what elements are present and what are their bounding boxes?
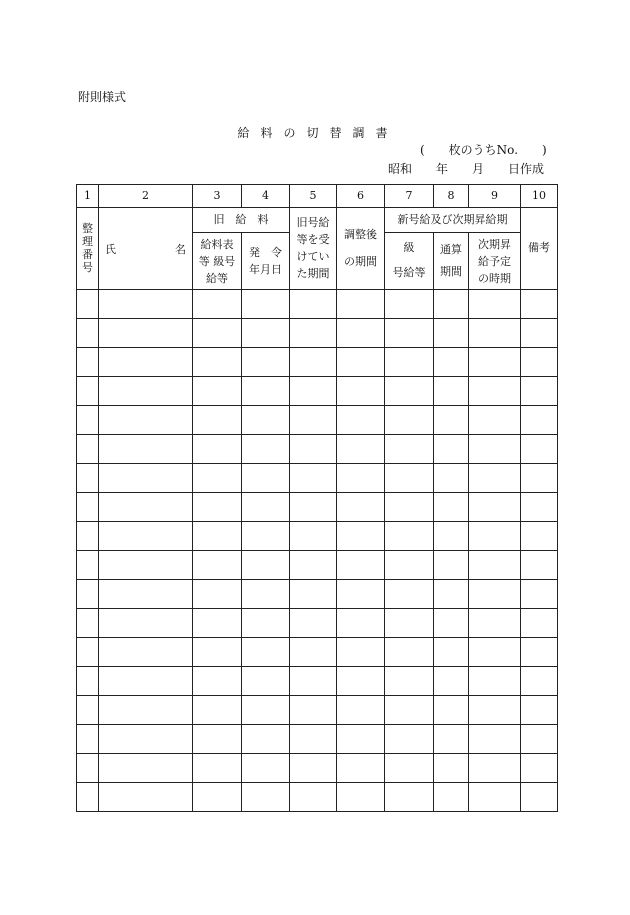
table-cell[interactable] bbox=[242, 754, 290, 783]
table-cell[interactable] bbox=[521, 667, 558, 696]
table-cell[interactable] bbox=[290, 580, 337, 609]
table-cell[interactable] bbox=[290, 638, 337, 667]
table-cell[interactable] bbox=[469, 725, 521, 754]
table-cell[interactable] bbox=[521, 290, 558, 319]
table-cell[interactable] bbox=[337, 580, 385, 609]
table-cell[interactable] bbox=[242, 725, 290, 754]
table-cell[interactable] bbox=[434, 377, 469, 406]
table-cell[interactable] bbox=[242, 580, 290, 609]
table-cell[interactable] bbox=[193, 348, 242, 377]
table-cell[interactable] bbox=[77, 522, 99, 551]
table-cell[interactable] bbox=[337, 725, 385, 754]
table-cell[interactable] bbox=[521, 551, 558, 580]
table-cell[interactable] bbox=[385, 493, 434, 522]
table-cell[interactable] bbox=[434, 435, 469, 464]
table-cell[interactable] bbox=[77, 435, 99, 464]
table-cell[interactable] bbox=[337, 609, 385, 638]
table-cell[interactable] bbox=[99, 725, 193, 754]
col-num-1: 1 bbox=[77, 185, 99, 208]
table-cell[interactable] bbox=[385, 406, 434, 435]
table-cell[interactable] bbox=[337, 435, 385, 464]
table-cell[interactable] bbox=[521, 406, 558, 435]
seq-header bbox=[77, 208, 99, 290]
table-cell[interactable] bbox=[434, 319, 469, 348]
table-cell[interactable] bbox=[521, 348, 558, 377]
table-cell[interactable] bbox=[385, 580, 434, 609]
table-cell[interactable] bbox=[242, 609, 290, 638]
table-cell[interactable] bbox=[77, 406, 99, 435]
table-row bbox=[77, 290, 558, 319]
remarks-header: 備考 bbox=[521, 208, 558, 290]
table-cell[interactable] bbox=[521, 696, 558, 725]
table-cell[interactable] bbox=[385, 377, 434, 406]
salary-conversion-table bbox=[76, 184, 558, 812]
table-cell[interactable] bbox=[77, 696, 99, 725]
table-cell[interactable] bbox=[385, 725, 434, 754]
table-cell[interactable] bbox=[290, 696, 337, 725]
next-raise-header bbox=[469, 233, 521, 290]
col-num-4: 4 bbox=[242, 185, 290, 208]
table-cell[interactable] bbox=[469, 290, 521, 319]
table-cell[interactable] bbox=[337, 464, 385, 493]
table-cell[interactable] bbox=[385, 435, 434, 464]
table-cell[interactable] bbox=[242, 522, 290, 551]
table-cell[interactable] bbox=[193, 406, 242, 435]
table-cell[interactable] bbox=[434, 667, 469, 696]
col-num-8: 8 bbox=[434, 185, 469, 208]
table-cell[interactable] bbox=[521, 522, 558, 551]
table-row bbox=[77, 551, 558, 580]
table-cell[interactable] bbox=[337, 290, 385, 319]
table-cell[interactable] bbox=[77, 580, 99, 609]
table-cell[interactable] bbox=[290, 783, 337, 812]
table-cell[interactable] bbox=[242, 667, 290, 696]
table-cell[interactable] bbox=[521, 435, 558, 464]
table-cell[interactable] bbox=[469, 696, 521, 725]
table-cell[interactable] bbox=[242, 551, 290, 580]
table-cell[interactable] bbox=[434, 696, 469, 725]
adjusted-text: 調整後 bbox=[344, 227, 377, 241]
table-cell[interactable] bbox=[469, 377, 521, 406]
table-cell[interactable] bbox=[385, 696, 434, 725]
grade-text: 級 bbox=[403, 241, 415, 255]
table-row bbox=[77, 754, 558, 783]
grade-header bbox=[385, 233, 434, 290]
table-cell[interactable] bbox=[469, 551, 521, 580]
table-cell[interactable] bbox=[469, 754, 521, 783]
table-cell[interactable] bbox=[77, 377, 99, 406]
table-row bbox=[77, 319, 558, 348]
table-cell[interactable] bbox=[290, 725, 337, 754]
table-cell[interactable] bbox=[434, 754, 469, 783]
table-cell[interactable] bbox=[242, 406, 290, 435]
table-cell[interactable] bbox=[242, 435, 290, 464]
col-num-9: 9 bbox=[469, 185, 521, 208]
table-cell[interactable] bbox=[193, 638, 242, 667]
table-cell[interactable] bbox=[242, 493, 290, 522]
table-cell[interactable] bbox=[193, 290, 242, 319]
old-salary-header: 旧 給 料 bbox=[193, 208, 290, 233]
table-cell[interactable] bbox=[385, 754, 434, 783]
col-num-3: 3 bbox=[193, 185, 242, 208]
table-row bbox=[77, 348, 558, 377]
table-cell[interactable] bbox=[242, 290, 290, 319]
table-cell[interactable] bbox=[434, 551, 469, 580]
table-cell[interactable] bbox=[337, 522, 385, 551]
old-grade-header bbox=[193, 233, 242, 290]
table-cell[interactable] bbox=[385, 783, 434, 812]
sheet-number-field: ( 枚のうちNo. ) bbox=[420, 143, 547, 157]
table-cell[interactable] bbox=[77, 493, 99, 522]
table-cell[interactable] bbox=[193, 551, 242, 580]
table-cell[interactable] bbox=[469, 406, 521, 435]
old-period-header bbox=[290, 208, 337, 290]
table-cell[interactable] bbox=[193, 493, 242, 522]
table-row bbox=[77, 580, 558, 609]
table-cell[interactable] bbox=[242, 319, 290, 348]
table-row bbox=[77, 377, 558, 406]
table-cell[interactable] bbox=[521, 754, 558, 783]
col-num-7: 7 bbox=[385, 185, 434, 208]
table-cell[interactable] bbox=[77, 754, 99, 783]
table-cell[interactable] bbox=[99, 464, 193, 493]
table-cell[interactable] bbox=[434, 609, 469, 638]
table-cell[interactable] bbox=[99, 290, 193, 319]
table-cell[interactable] bbox=[434, 406, 469, 435]
table-cell[interactable] bbox=[77, 667, 99, 696]
table-cell[interactable] bbox=[242, 638, 290, 667]
table-cell[interactable] bbox=[193, 783, 242, 812]
table-cell[interactable] bbox=[434, 348, 469, 377]
table-cell[interactable] bbox=[242, 348, 290, 377]
table-cell[interactable] bbox=[469, 580, 521, 609]
table-cell[interactable] bbox=[469, 493, 521, 522]
table-cell[interactable] bbox=[193, 464, 242, 493]
table-cell[interactable] bbox=[385, 319, 434, 348]
table-cell[interactable] bbox=[193, 522, 242, 551]
table-cell[interactable] bbox=[193, 609, 242, 638]
table-cell[interactable] bbox=[521, 580, 558, 609]
table-cell[interactable] bbox=[193, 377, 242, 406]
col-num-10: 10 bbox=[521, 185, 558, 208]
table-cell[interactable] bbox=[469, 638, 521, 667]
table-cell[interactable] bbox=[337, 551, 385, 580]
table-cell[interactable] bbox=[385, 551, 434, 580]
table-row bbox=[77, 783, 558, 812]
name-header bbox=[99, 208, 193, 290]
table-cell[interactable] bbox=[434, 638, 469, 667]
table-cell[interactable] bbox=[469, 667, 521, 696]
table-cell[interactable] bbox=[99, 580, 193, 609]
table-cell[interactable] bbox=[193, 754, 242, 783]
table-cell[interactable] bbox=[77, 290, 99, 319]
table-cell[interactable] bbox=[77, 609, 99, 638]
table-cell[interactable] bbox=[193, 725, 242, 754]
form-label: 附則様式 bbox=[78, 90, 127, 104]
table-cell[interactable] bbox=[337, 406, 385, 435]
table-cell[interactable] bbox=[242, 464, 290, 493]
table-cell[interactable] bbox=[385, 638, 434, 667]
table-cell[interactable] bbox=[469, 348, 521, 377]
period-text: の期間 bbox=[344, 254, 377, 268]
table-cell[interactable] bbox=[469, 319, 521, 348]
table-cell[interactable] bbox=[290, 377, 337, 406]
new-group-header: 新号給及び次期昇給期 bbox=[385, 208, 521, 233]
table-cell[interactable] bbox=[193, 580, 242, 609]
table-cell[interactable] bbox=[290, 667, 337, 696]
name-left-char: 氏 bbox=[105, 243, 116, 256]
column-number-row bbox=[77, 185, 558, 208]
table-cell[interactable] bbox=[385, 522, 434, 551]
table-row bbox=[77, 464, 558, 493]
table-cell[interactable] bbox=[99, 522, 193, 551]
table-cell[interactable] bbox=[290, 290, 337, 319]
adjusted-header bbox=[337, 208, 385, 290]
table-cell[interactable] bbox=[337, 667, 385, 696]
total-period-text: 通算期間 bbox=[440, 243, 462, 278]
table-cell[interactable] bbox=[193, 319, 242, 348]
table-cell[interactable] bbox=[290, 551, 337, 580]
old-period-text: 旧号給等を受けていた期間 bbox=[296, 216, 330, 280]
table-cell[interactable] bbox=[77, 319, 99, 348]
table-cell[interactable] bbox=[193, 696, 242, 725]
creation-date-field: 昭和 年 月 日作成 bbox=[388, 162, 545, 176]
table-cell[interactable] bbox=[337, 348, 385, 377]
table-row bbox=[77, 638, 558, 667]
table-cell[interactable] bbox=[337, 493, 385, 522]
col-num-5: 5 bbox=[290, 185, 337, 208]
table-cell[interactable] bbox=[290, 464, 337, 493]
table-cell[interactable] bbox=[469, 435, 521, 464]
table-cell[interactable] bbox=[385, 609, 434, 638]
table-cell[interactable] bbox=[385, 348, 434, 377]
table-cell[interactable] bbox=[385, 464, 434, 493]
table-body bbox=[77, 290, 558, 812]
table-cell[interactable] bbox=[290, 319, 337, 348]
table-row bbox=[77, 406, 558, 435]
grade-no-text: 号給等 bbox=[392, 266, 426, 279]
table-row bbox=[77, 522, 558, 551]
table-cell[interactable] bbox=[77, 464, 99, 493]
table-cell[interactable] bbox=[290, 754, 337, 783]
table-cell[interactable] bbox=[77, 725, 99, 754]
old-grade-text: 給料表等 級号給等 bbox=[198, 237, 236, 285]
table-row bbox=[77, 493, 558, 522]
table-cell[interactable] bbox=[434, 725, 469, 754]
header-row-1 bbox=[77, 208, 558, 233]
table-cell[interactable] bbox=[521, 783, 558, 812]
table-cell[interactable] bbox=[290, 522, 337, 551]
table-cell[interactable] bbox=[434, 290, 469, 319]
document-title: 給料の切替調書 bbox=[237, 126, 399, 140]
table-cell[interactable] bbox=[434, 464, 469, 493]
table-cell[interactable] bbox=[242, 783, 290, 812]
table-cell[interactable] bbox=[77, 638, 99, 667]
table-cell[interactable] bbox=[521, 638, 558, 667]
table-cell[interactable] bbox=[337, 638, 385, 667]
table-cell[interactable] bbox=[337, 696, 385, 725]
issue-date-header bbox=[242, 233, 290, 290]
table-cell[interactable] bbox=[337, 319, 385, 348]
seq-header-text: 整理番号 bbox=[82, 222, 93, 275]
table-cell[interactable] bbox=[337, 754, 385, 783]
table-cell[interactable] bbox=[99, 319, 193, 348]
table-cell[interactable] bbox=[99, 667, 193, 696]
table-cell[interactable] bbox=[434, 783, 469, 812]
table-row bbox=[77, 725, 558, 754]
table-cell[interactable] bbox=[99, 783, 193, 812]
table-cell[interactable] bbox=[77, 348, 99, 377]
table-cell[interactable] bbox=[99, 493, 193, 522]
table-cell[interactable] bbox=[469, 609, 521, 638]
table-cell[interactable] bbox=[290, 348, 337, 377]
table-row bbox=[77, 667, 558, 696]
table-cell[interactable] bbox=[521, 725, 558, 754]
table-cell[interactable] bbox=[242, 696, 290, 725]
table-cell[interactable] bbox=[242, 377, 290, 406]
table-cell[interactable] bbox=[385, 667, 434, 696]
col-num-6: 6 bbox=[337, 185, 385, 208]
table-cell[interactable] bbox=[521, 377, 558, 406]
table-cell[interactable] bbox=[99, 551, 193, 580]
table-cell[interactable] bbox=[77, 551, 99, 580]
table-cell[interactable] bbox=[337, 783, 385, 812]
table-cell[interactable] bbox=[99, 377, 193, 406]
table-cell[interactable] bbox=[290, 609, 337, 638]
table-cell[interactable] bbox=[99, 435, 193, 464]
total-period-header bbox=[434, 233, 469, 290]
table-cell[interactable] bbox=[99, 348, 193, 377]
table-cell[interactable] bbox=[434, 580, 469, 609]
table-cell[interactable] bbox=[99, 696, 193, 725]
table-row bbox=[77, 435, 558, 464]
table-cell[interactable] bbox=[99, 609, 193, 638]
table-cell[interactable] bbox=[193, 667, 242, 696]
table-cell[interactable] bbox=[99, 406, 193, 435]
table-cell[interactable] bbox=[290, 435, 337, 464]
table-cell[interactable] bbox=[469, 464, 521, 493]
table-cell[interactable] bbox=[337, 377, 385, 406]
table-cell[interactable] bbox=[521, 493, 558, 522]
col-num-2: 2 bbox=[99, 185, 193, 208]
table-cell[interactable] bbox=[385, 290, 434, 319]
table-row bbox=[77, 609, 558, 638]
name-right-char: 名 bbox=[175, 243, 186, 256]
table-cell[interactable] bbox=[434, 522, 469, 551]
next-raise-text: 次期昇給予定の時期 bbox=[478, 237, 511, 285]
table-cell[interactable] bbox=[434, 493, 469, 522]
table-cell[interactable] bbox=[469, 783, 521, 812]
table-cell[interactable] bbox=[193, 435, 242, 464]
table-cell[interactable] bbox=[469, 522, 521, 551]
table-cell[interactable] bbox=[99, 638, 193, 667]
table-cell[interactable] bbox=[521, 319, 558, 348]
table-cell[interactable] bbox=[99, 754, 193, 783]
table-cell[interactable] bbox=[521, 609, 558, 638]
table-cell[interactable] bbox=[521, 464, 558, 493]
table-cell[interactable] bbox=[290, 493, 337, 522]
table-row bbox=[77, 696, 558, 725]
issue-date-text: 発 令 年月日 bbox=[249, 246, 282, 276]
table-cell[interactable] bbox=[77, 783, 99, 812]
table-cell[interactable] bbox=[290, 406, 337, 435]
